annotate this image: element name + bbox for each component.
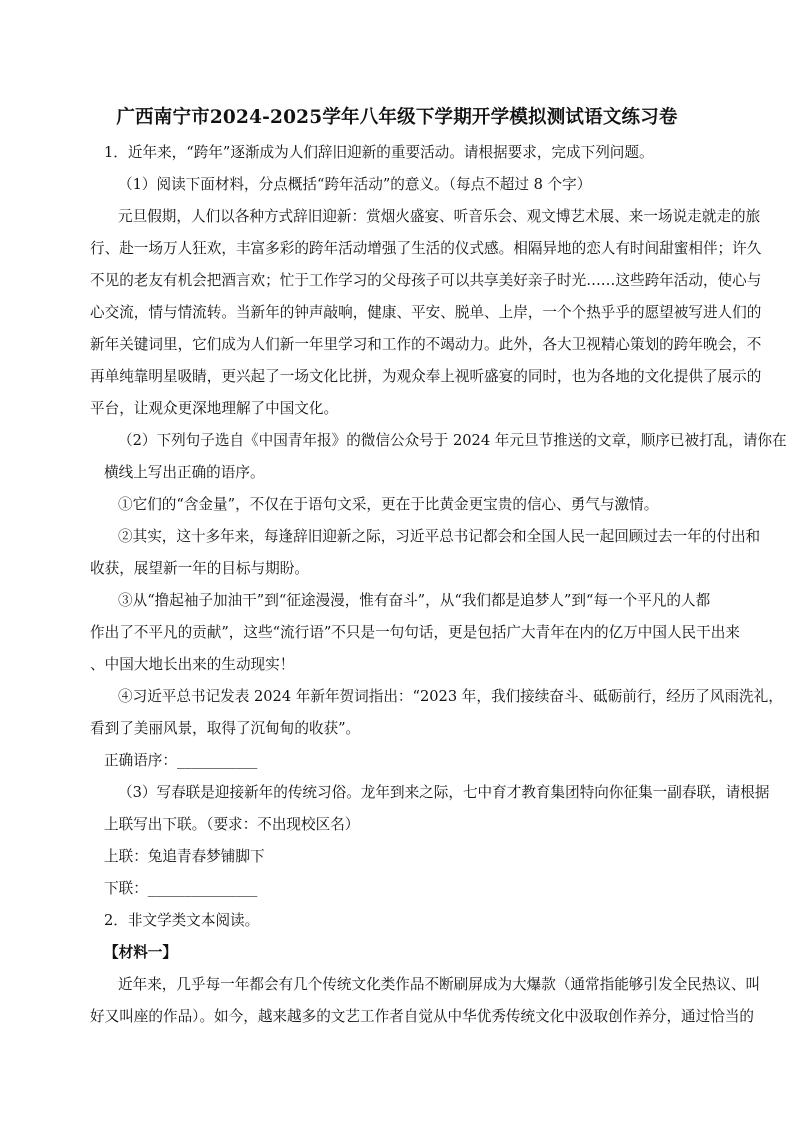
q1-material-line: 新年关键词里，它们成为人们新一年里学习和工作的不竭动力。此外，各大卫视精心策划的跨年晚会，不 (90, 336, 762, 353)
couplet-lower-answer[interactable]: 下联：_______________ (104, 880, 258, 897)
q1-material-line: 行、赴一场万人狂欢，丰富多彩的跨年活动增强了生活的仪式感。相隔异地的恋人有时间甜蜜相伴；许久 (90, 240, 762, 257)
material-1-label: 【材料一】 (104, 944, 177, 961)
q1-material-line: 平台，让观众更深地理解了中国文化。 (90, 400, 339, 417)
q1-part1-prompt: （1）阅读下面材料，分点概括“跨年活动”的意义。（每点不超过 8 个字） (118, 176, 592, 193)
sentence-4: ④习近平总书记发表 2024 年新年贺词指出：“2023 年，我们接续奋斗、砥砺前行，经历了风雨洗礼， (118, 688, 783, 705)
q1-material-line: 元旦假期，人们以各种方式辞旧迎新：赏烟火盛宴、听音乐会、观文博艺术展、来一场说走就走的旅 (118, 208, 761, 225)
sentence-4-cont: 看到了美丽风景，取得了沉甸甸的收获”。 (90, 720, 361, 737)
question-1-stem: 1．近年来，“跨年”逐渐成为人们辞旧迎新的重要活动。请根据要求，完成下列问题。 (104, 144, 654, 161)
couplet-upper: 上联：兔追青春梦铺脚下 (104, 848, 265, 865)
q1-part2-prompt: 横线上写出正确的语序。 (104, 464, 265, 481)
sentence-3: ③从“撸起袖子加油干”到“征途漫漫，惟有奋斗”，从“我们都是追梦人”到“每一个平凡的人都 (118, 592, 711, 609)
q1-material-line: 心交流，情与情流转。当新年的钟声敲响，健康、平安、脱单、上岸，一个个热乎乎的愿望被写进人们的 (90, 304, 762, 321)
sentence-2-cont: 收获，展望新一年的目标与期盼。 (90, 560, 309, 577)
q1-part2-prompt: （2）下列句子选自《中国青年报》的微信公众号于 2024 年元旦节推送的文章，顺序已被打乱，请你在 (118, 432, 787, 449)
page-title: 广西南宁市2024-2025学年八年级下学期开学模拟测试语文练习卷 (116, 107, 678, 128)
sentence-1: ①它们的“含金量”，不仅在于语句文采，更在于比黄金更宝贵的信心、勇气与激情。 (118, 496, 659, 513)
q1-material-line: 再单纯靠明星吸睛，更兴起了一场文化比拼，为观众奉上视听盛宴的同时，也为各地的文化提供了展示的 (90, 368, 762, 385)
q1-material-line: 不见的老友有机会把酒言欢；忙于工作学习的父母孩子可以共享美好亲子时光……这些跨年活动，使心与 (90, 272, 762, 289)
sentence-3-cont: 、中国大地长出来的生动现实！ (90, 656, 295, 673)
sentence-3-cont: 作出了不平凡的贡献”，这些“流行语”不只是一句句话，更是包括广大青年在内的亿万中国人民干出来 (90, 624, 740, 641)
material-1-line: 好又叫座的作品）。如今，越来越多的文艺工作者自觉从中华优秀传统文化中汲取创作养分，通过恰当的 (90, 1008, 755, 1025)
question-2-stem: 2．非文学类文本阅读。 (104, 912, 260, 929)
q1-part3-prompt: （3）写春联是迎接新年的传统习俗。龙年到来之际，七中育才教育集团特向你征集一副春联，请根据 (118, 784, 770, 801)
sentence-2: ②其实，这十多年来，每逢辞旧迎新之际，习近平总书记都会和全国人民一起回顾过去一年的付出和 (118, 528, 761, 545)
material-1-line: 近年来，几乎每一年都会有几个传统文化类作品不断刷屏成为大爆款（通常指能够引发全民热议、叫 (118, 976, 761, 993)
q1-part3-prompt: 上联写出下联。（要求：不出现校区名） (104, 816, 360, 833)
order-answer-line[interactable]: 正确语序：___________ (104, 752, 258, 769)
